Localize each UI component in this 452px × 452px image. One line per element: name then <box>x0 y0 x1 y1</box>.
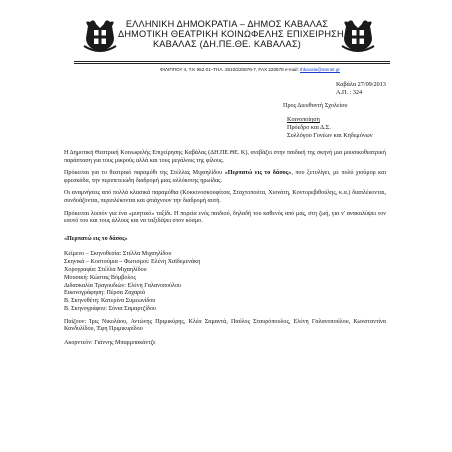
accordion-credit: Ακορντεόν: Γιάννης Μπαρμπακάντζε <box>64 339 156 346</box>
paragraph-journey: Πρόκειται λοιπόν για ένα «μυητικό» ταξίδι. Η πορεία ενός παιδιού, δηλαδή του καθενός από μας, στη ζωή, για ν' ανακαλύψει τον εαυτό του και τους άλλους και να ταξιδέψει στον κόσμο. <box>64 210 386 225</box>
credit-line: Σκηνικά – Κοστούμια – Φωτισμοί: Ελένη Χαϊδεμενάκη <box>64 259 201 266</box>
header-line-republic: ΕΛΛΗΝΙΚΗ ΔΗΜΟΚΡΑΤΙΑ – ΔΗΜΟΣ ΚΑΒΑΛΑΣ <box>125 19 329 29</box>
credits-list <box>64 251 386 313</box>
credit-line: Διδασκαλία Τραγουδιών: Ελένη Γαλανοπούλου <box>64 282 182 289</box>
letterhead-title <box>118 19 344 49</box>
cc-block <box>287 116 373 141</box>
credit-line: Χορογραφία: Στέλλα Μιχαηλίδου <box>64 266 147 273</box>
cc-recipient-parents: Συλλόγου Γονέων και Κηδεμόνων <box>287 132 373 140</box>
email-link[interactable]: thkavala@otenet.gr <box>300 67 340 72</box>
contact-address: ΦΙΛΙΠΠΟΥ 4, Τ.Κ 652 01–ΤΗΛ. 2510/220876-7, FAX 220878 e-mail: <box>160 67 301 72</box>
cc-title: Κοινοποίηση <box>287 116 320 123</box>
letter-body <box>64 150 386 348</box>
credit-line: Β. Σκηνοθέτη: Κατερίνα Συμεωνίδου <box>64 298 156 305</box>
contact-line <box>100 67 400 72</box>
recipient: Προς Διευθυντή Σχολείου <box>283 102 348 109</box>
greek-coat-of-arms-emblem-left <box>80 16 120 56</box>
credit-line: Μουσική: Κώστας Βόμβολος <box>64 274 136 281</box>
show-title: «Περπατώ εις το δάσος» <box>64 235 128 242</box>
paragraph-fairytales: Οι αναμνήσεις από πολλά κλασικά παραμύθια (Κοκκινοσκουφίτσα, Σταχτοπούτα, Χιονάτη, Κοντορεβιθούλης, κ.α.) διαπλέκονται, συνδυάζονται, περιπλέκονται και φτιάχνουν την διαδρομή αυτή. <box>64 190 386 204</box>
paragraph-play-text-a: Πρόκειται για το θεατρικό παραμύθι της Στέλλας Μιχαηλίδου <box>64 170 225 177</box>
letter-date: Καβάλα 27/09/2013 <box>336 81 386 88</box>
letterhead-divider-top <box>74 61 390 62</box>
paragraph-intro: Η Δημοτική Θεατρική Κοινωφελής Επιχείρησης Καβάλας (ΔΗ.ΠΕ.ΘΕ. Κ), ανεβάζει στην παιδική της σκηνή μια μουσικοθεατρική παράσταση για τους μικρούς αλλά και τους μεγάλους της φίλους. <box>64 150 386 164</box>
date-protocol-block <box>336 81 386 97</box>
credit-line: Εικονογράφηση: Πέρσα Ζαχαριά <box>64 290 146 297</box>
paragraph-play-text-c: , που ξετυλίγει, με πολύ χιούμορ και φρεσκάδα, την περιπετειώδη διαδρομή μιας αλλόκοτης ηρωίδας. <box>64 170 387 184</box>
credit-line: Κείμενο – Σκηνοθεσία: Στέλλα Μιχαηλίδου <box>64 251 172 258</box>
credit-line: Β. Σκηνογράφου: Σόνια Σαμαρτζίδου <box>64 305 156 312</box>
paragraph-play <box>64 170 386 185</box>
header-line-city: ΚΑΒΑΛΑΣ (ΔΗ.ΠΕ.ΘΕ. ΚΑΒΑΛΑΣ) <box>152 39 301 49</box>
play-title-inline: «Περπατώ εις το δάσος» <box>224 170 292 177</box>
greek-coat-of-arms-emblem-right <box>338 16 378 56</box>
letterhead-divider-bottom <box>74 63 390 64</box>
cast-paragraph: Παίζουν: Ίρις Νικολάου, Αντώνης Πριμικύρης, Κλέα Σαμαντά, Παύλος Σταυρόπουλος, Ελένη Γαλανοπούλου, Κωνσταντίνα Κανδυλίδου, Έφη Πριμικυρίδου <box>64 318 386 333</box>
cc-recipient-board: Πρόεδρο και Δ.Σ. <box>287 124 331 132</box>
protocol-number: Α.Π. : 324 <box>336 89 363 96</box>
header-line-organization: ΔΗΜΟΤΙΚΗ ΘΕΑΤΡΙΚΗ ΚΟΙΝΩΦΕΛΗΣ ΕΠΙΧΕΙΡΗΣΗ <box>118 29 344 39</box>
